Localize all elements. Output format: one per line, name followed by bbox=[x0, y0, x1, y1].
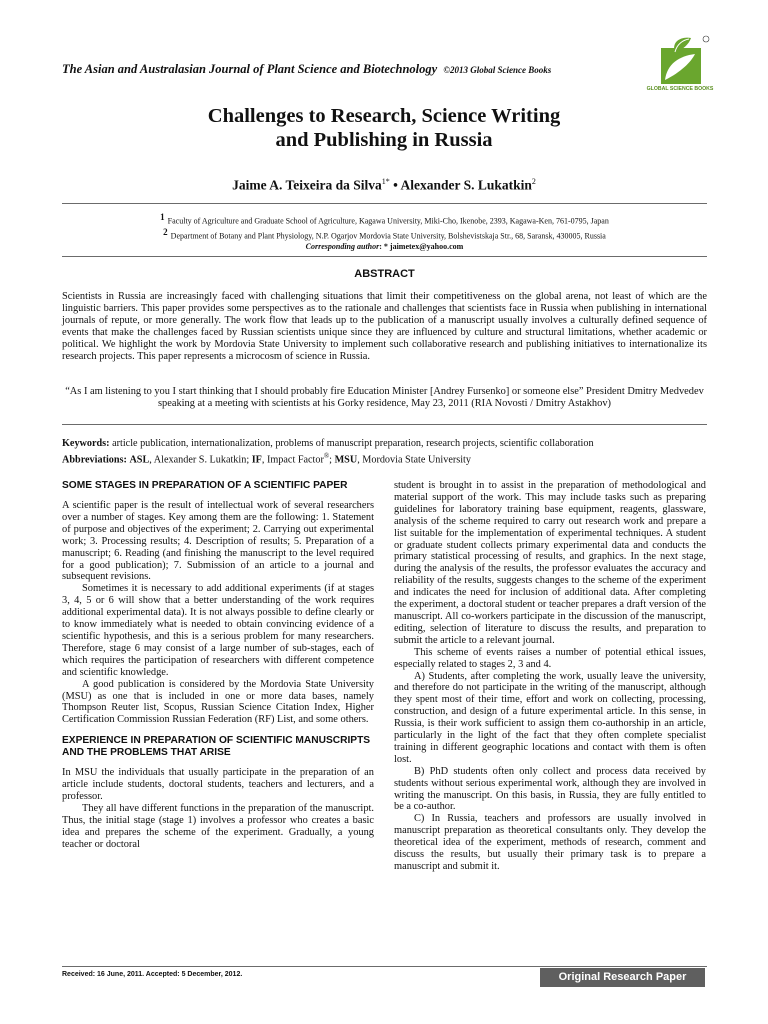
header-divider bbox=[62, 203, 707, 204]
paragraph: They all have different functions in the preparation of the manuscript. Thus, the initial stage (stage 1) involves a professor who creates a basic idea and prepares the scheme of the experiment. Gradually, a young teacher or doctoral bbox=[62, 802, 374, 850]
title-line-2: and Publishing in Russia bbox=[275, 129, 493, 151]
abbreviations-label: Abbreviations: bbox=[62, 454, 127, 466]
corresponding-author bbox=[62, 242, 707, 251]
title-line-1: Challenges to Research, Science Writing bbox=[207, 105, 561, 127]
author-1-affil: 1* bbox=[381, 177, 390, 186]
abstract-heading: ABSTRACT bbox=[354, 268, 415, 280]
keywords-label: Keywords: bbox=[62, 438, 110, 449]
abbr-if: IF bbox=[251, 454, 262, 466]
abbr-msu-text: , Mordovia State University bbox=[357, 454, 471, 466]
abstract-divider-top bbox=[62, 256, 707, 257]
journal-header bbox=[62, 62, 652, 77]
logo-text: GLOBAL SCIENCE BOOKS bbox=[646, 86, 714, 92]
abbr-separator: ; bbox=[329, 454, 335, 466]
affiliation-1 bbox=[62, 212, 707, 227]
author-list bbox=[84, 177, 684, 194]
abbr-msu: MSU bbox=[334, 454, 358, 466]
author-2: Alexander S. Lukatkin bbox=[400, 177, 532, 193]
abstract-divider-bottom bbox=[62, 424, 707, 425]
corresponding-label: Corresponding author bbox=[305, 242, 380, 251]
footer-divider bbox=[62, 966, 707, 967]
paragraph: In MSU the individuals that usually participate in the preparation of an article include students, doctoral students, teachers and lecturers, and a professor. bbox=[62, 767, 374, 803]
abbr-if-text: , Impact Factor bbox=[261, 454, 324, 466]
abbr-asl: ASL bbox=[129, 454, 150, 466]
section-heading-experience: EXPERIENCE IN PREPARATION OF SCIENTIFIC MANUSCRIPTS AND THE PROBLEMS THAT ARISE bbox=[62, 735, 371, 759]
journal-copyright: ©2013 Global Science Books bbox=[443, 65, 552, 75]
paragraph: A) Students, after completing the work, usually leave the university, and therefore do not participate in the writing of the manuscript, although they spent most of their time, effort and work on collecting, processing, construction, and design of a future experimental article. In this sense, in Russia, is their work sufficient to assign them co-authorship in an article, particularly in the light of the fact that they often complete specialist training in different geographic locations and contact with them is often lost. bbox=[394, 670, 706, 765]
author-separator: • bbox=[389, 177, 401, 193]
paragraph: B) PhD students often only collect and process data received by students without serious experimental work, although they are involved in writing the manuscript. On this basis, in Russia, they are fully entitled to be a co-author. bbox=[394, 765, 706, 813]
paragraph: This scheme of events raises a number of potential ethical issues, especially related to stages 2, 3 and 4. bbox=[394, 646, 706, 670]
paragraph: C) In Russia, teachers and professors are usually involved in manuscript preparation as theoretical consultants only. They develop the theoretical idea of the experiment, methods of research, comment and discuss the results, but usually their primary task is to prepare a manuscript and submit it. bbox=[394, 813, 706, 872]
affiliation-2-text: Department of Botany and Plant Physiology, N.P. Ogarjov Mordovia State University, Bolshevistskaja Str., 68, Saransk, 430005, Russia bbox=[170, 231, 606, 241]
affiliation-2 bbox=[62, 227, 707, 242]
paper-title bbox=[84, 104, 684, 152]
section-heading-stages: SOME STAGES IN PREPARATION OF A SCIENTIFIC PAPER bbox=[62, 480, 348, 491]
right-column bbox=[394, 480, 706, 873]
keywords-text: article publication, internationalization, problems of manuscript preparation, research projects, scientific collaboration bbox=[109, 438, 594, 449]
corresponding-email: : * jaimetex@yahoo.com bbox=[379, 242, 464, 251]
keywords-block bbox=[62, 438, 707, 466]
keywords-line bbox=[62, 438, 707, 450]
paragraph: A scientific paper is the result of intellectual work of several researchers over a number of stages. Key among them are the following: 1. Statement of purpose and objectives of the experiment; 2. Carrying out experimental work; 3. Processing results; 4. Description of results; 5. Preparation of a manuscript; 6. Reading (and finishing the manuscript to the level required for a good publication); 7. Submission of an article to a journal and subsequent revisions. bbox=[62, 500, 374, 583]
author-2-affil: 2 bbox=[531, 177, 536, 186]
abstract-body: Scientists in Russia are increasingly faced with challenging situations that limit their competitiveness on the global arena, not least of which are the linguistic barriers. This paper provides some perspectives as to the rationale and challenges that scientists face in Russia when publishing in international journals of repute, or more generally. The work flow that leads up to the publication of a manuscript usually involves a culturally defined sequence of events that make the challenges faced by Russian scientists unique since they are influenced by culture and structural limitations, whether academic or political. We highlight the work by Mordovia State University to implement such collaborative research and publishing initiatives to internationalize its research projects. This paper represents a microcosm of science in Russia. bbox=[62, 291, 707, 362]
affiliation-1-num: 1 bbox=[160, 212, 165, 222]
abbr-asl-text: , Alexander S. Lukatkin; bbox=[149, 454, 252, 466]
paragraph: A good publication is considered by the Mordovia State University (MSU) as one that is included in one or more data bases, namely Thompson Reuter list, Scopus, Russian Science Citation Index, Higher Certification Commission Russian Federation (RF) List, and some others. bbox=[62, 678, 374, 726]
journal-title: The Asian and Australasian Journal of Plant Science and Biotechnology bbox=[62, 62, 438, 76]
epigraph-quote: “As I am listening to you I start thinking that I should probably fire Education Minister [Andrey Fursenko] or someone else” President Dmitry Medvedev speaking at a meeting with scientists at his Gorky residence, May 23, 2011 (RIA Novosti / Dmitry Astakhov) bbox=[65, 386, 704, 409]
affiliations bbox=[62, 212, 707, 241]
left-column bbox=[62, 480, 374, 851]
affiliation-2-num: 2 bbox=[163, 226, 168, 237]
abbreviations-line bbox=[62, 450, 707, 466]
logo-registered bbox=[703, 36, 709, 42]
paragraph: student is brought in to assist in the preparation of methodological and material support of the work. This may include tasks such as preparing guidelines for laboratory training base equipment, reagents, glassware, analysis of the scheme required to carry out research work and prepare a list suitable for the implementation of experimental techniques. A student or graduate student collects primary experimental data and conducts the primary statistical processing of results, and graphics. In the next stage, during the analysis of the results, the professor evaluates the accuracy and reliability of the results, suggests changes to the scheme of the experiment and indicates the need for inclusion of additional data. After completing the experiment, a doctoral student or teacher prepares a draft version of the manuscript. All co-workers participate in the discussion of the manuscript, editing, selection of literature to discuss the results, and preparation to submit the article to a relevant journal. bbox=[394, 480, 706, 646]
article-type-badge: Original Research Paper bbox=[540, 968, 705, 987]
paragraph: Sometimes it is necessary to add additional experiments (if at stages 3, 4, 5 or 6 will show that a better understanding of the work requires additional experimental data). It is not always possible to define clearly or to know immediately what is needed to obtain convincing evidence of a scientific hypothesis, and this is a serious problem for many researchers. Therefore, stage 6 may consist of a large number of sub-stages, each of which requires the participation of researchers with different competence and scientific knowledge. bbox=[62, 583, 374, 678]
abbr-registered: ® bbox=[323, 452, 330, 460]
received-dates: Received: 16 June, 2011. Accepted: 5 December, 2012. bbox=[62, 971, 243, 978]
affiliation-1-text: Faculty of Agriculture and Graduate School of Agriculture, Kagawa University, Miki-Cho, Ikenobe, 2393, Kagawa-Ken, 761-0795, Japan bbox=[167, 216, 609, 226]
author-1: Jaime A. Teixeira da Silva bbox=[232, 177, 382, 193]
